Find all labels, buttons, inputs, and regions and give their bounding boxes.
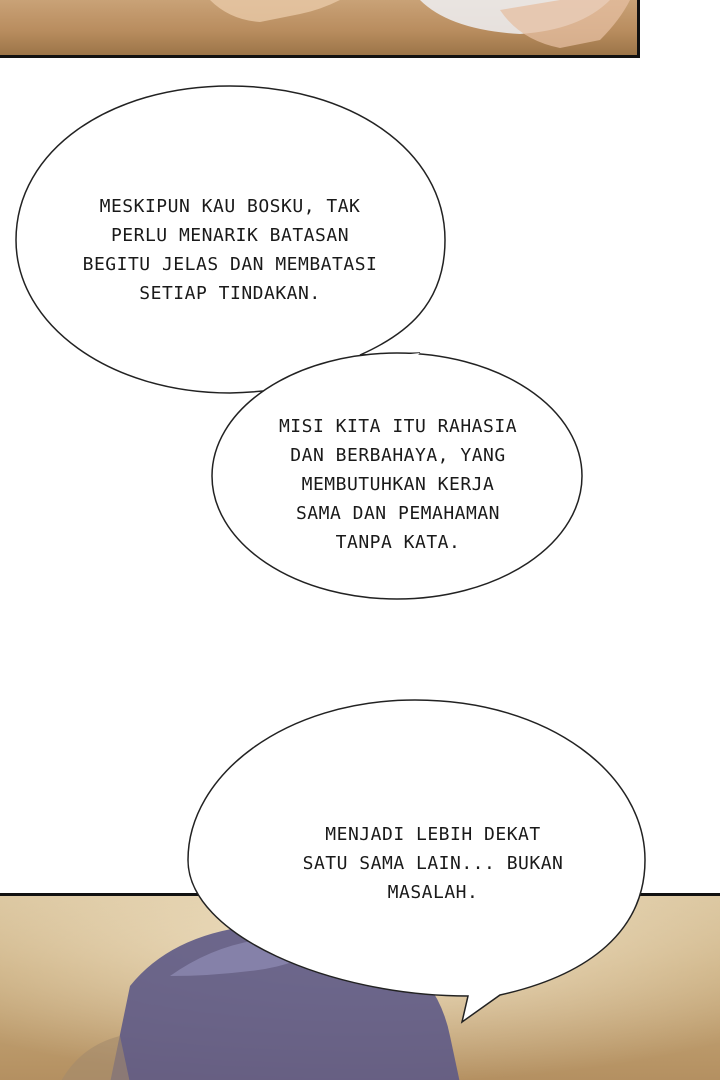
bubble-3-line: MENJADI LEBIH DEKAT <box>325 824 541 845</box>
bubble-2-line: MISI KITA ITU RAHASIA <box>278 416 518 437</box>
speech-bubble-1-text <box>30 192 430 308</box>
bubble-2-line: DAN BERBAHAYA, YANG <box>290 445 506 466</box>
bubble-1-line: BEGITU JELAS DAN MEMBATASI <box>82 254 378 275</box>
bubble-1-line: PERLU MENARIK BATASAN <box>110 225 350 246</box>
bubble-1-line: SETIAP TINDAKAN. <box>139 283 321 304</box>
bubble-2-line: TANPA KATA. <box>335 532 461 553</box>
bubble-1-line: MESKIPUN KAU BOSKU, TAK <box>99 196 361 217</box>
bubble-2-line: SAMA DAN PEMAHAMAN <box>295 503 501 524</box>
bubble-3-line: MASALAH. <box>387 882 479 903</box>
speech-bubble-3-text <box>238 820 628 907</box>
bubble-2-line: MEMBUTUHKAN KERJA <box>301 474 495 495</box>
speech-bubble-2-text <box>238 412 558 557</box>
bubble-3-line: SATU SAMA LAIN... BUKAN <box>302 853 564 874</box>
